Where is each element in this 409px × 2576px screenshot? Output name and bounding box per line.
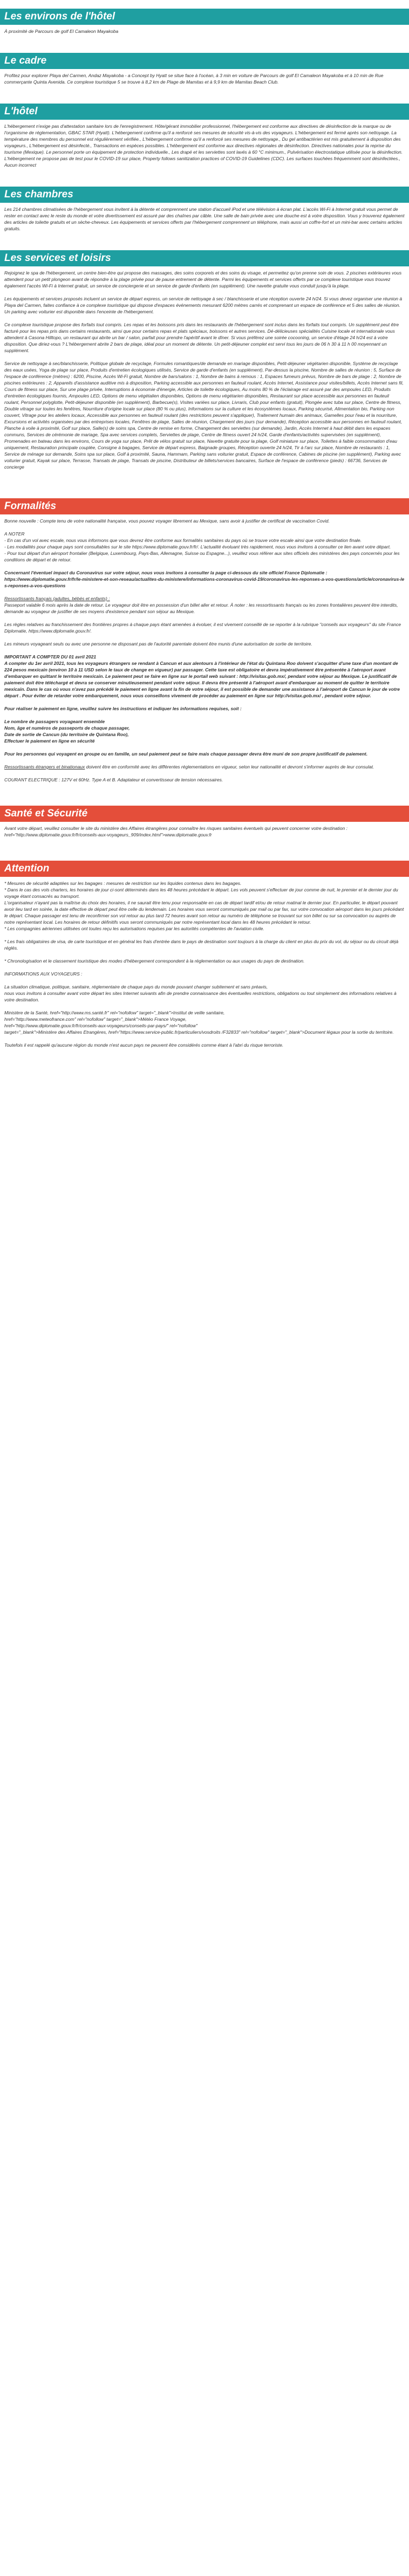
section-title-sante: Santé et Sécurité	[0, 806, 409, 822]
sante-text: Avant votre départ, veuillez consulter le site du ministère des Affaires étrangères pour connaître les risques sanitaires éventuels qui peuvent concerner votre destination : href="http://www.diplomatie.gouv.fr/fr/conseils-aux-voyageurs_909/index.html">www.diplomatie.gouv.fr	[4, 826, 347, 837]
formalites-note: - En cas d'un vol avec escale, nous vous informons que vous devrez être conforme aux formalités sanitaires du pays où se trouve votre escale ainsi que votre destination finale. - Les modalités pour chaque pays sont consultables sur le site https://www.diplomatie.gouv.fr/fr/. L'actualité évoluant très rapidement, nous vous invitons à consulter ce lien avant votre départ. - Pour tout départ d'un aéroport frontalier (Belgique, Luxembourg, Pays-Bas, Allemagne, Suisse ou Espagne...), veuillez vous référer aux sites officiels des ministères des pays concernés pour les conditions de départ et de retour.	[4, 538, 400, 562]
services-paragraph: Ce complexe touristique propose des forfaits tout compris. Les repas et les boissons pris dans les restaurants de l'hébergement sont inclus dans les forfaits tout compris. Un supplément peut être facturé pour les repas pris dans certains restaurants, ainsi que pour certains repas et plats spéciaux, boissons et autres services. Dé-délicieuses spécialités Cuisine locale et internationale vous attendent à Casona Hilltopo, un restaurant qui abrite un bar / salon, parfait pour prendre l'apéritif avant le dîner. Si vous préférez une soirée cocooning, un service d'étage 24 h/24 est à votre disposition. Que diriez-vous ? L'hébergement abrite 2 bars de plage, idéal pour un moment de détente. Un petit-déjeuner complet est servi tous les jours de 06 h 30 à 11 h 00 moyennant un supplément.	[4, 322, 399, 353]
formalites-important-text: A compter du 1er avril 2021, tous les voyageurs étrangers se rendant à Cancun et aux alentours à l'intérieur de l'état du Quintana Roo doivent s'acquitter d'une taxe d'un montant de 224 pesos mexicain (environ 10 à 11 USD selon le taux de change en vigueur) par passager. Cette taxe est obligatoire et devra impérativement être présentée à l'aéroport avant d'embarquer en quittant le territoire mexicain. Le paiement peut se faire en ligne sur le portail web suivant : http://visitax.gob.mx/, pendant votre séjour au Mexique. Le justificatif de paiement doit être téléchargé et devra se conserver minutieusement pendant votre séjour. Il devra être présenté à l'aéroport avant d'embarquer au moment de quitter le territoire mexicain. Dans le cas où vous n'avez pas précédé le paiement en ligne avant la fin de votre séjour, il est possible de demander une assistance à l'aéroport de Cancun le jour de votre départ . Pour éviter de retarder votre embarquement, nous vous conseillons vivement de procéder au paiement en ligne sur http://visitax.gob.mx/ , pendant votre séjour.	[4, 661, 400, 698]
formalites-note-label: A NOTER	[4, 531, 25, 537]
section-body-chambres	[0, 203, 409, 244]
formalites-french-text: Passeport valable 6 mois après la date de retour. Le voyageur doit être en possession d'un billet aller et retour. À noter : les ressortissants français ou les zones frontalières peuvent être interdits, demande au voyageur de justifier de ses moyens d'existence pendant son séjour au Mexique.	[4, 602, 398, 614]
formalites-borders: Les règles relatives au franchissement des frontières propres à chaque pays étant amenées à évoluer, il est vivement conseillé de se reporter à la rubrique "conseils aux voyageurs" du site France Diplomatie, https://www.diplomatie.gouv.fr/.	[4, 622, 401, 634]
section-title-environs: Les environs de l'hôtel	[0, 9, 409, 25]
section-body-environs	[0, 25, 409, 46]
section-body-sante	[0, 822, 409, 850]
environs-text: À proximité de Parcours de golf El Camaleon Mayakoba	[4, 29, 119, 34]
services-paragraph: Rejoignez le spa de l'hébergement, un centre bien-être qui propose des massages, des soins corporels et des soins du visage, et permettez qu'on prenne soin de vous. 2 piscines extérieures vous attendent pour un petit plongeon avant de répondre à la plage privée pour de pause entrement de détente. Parmi les équipements et services offerts par ce complexe touristique vous trouvez également l'accès Wi-Fi à Internet gratuit, un service de conciergerie et un service de garde d'enfants (en supplément). Une navette gratuite vous conduit jusqu'à la plage.	[4, 270, 402, 288]
section-body-formalites	[0, 514, 409, 795]
section-title-cadre: Le cadre	[0, 53, 409, 69]
chambres-text: Les 214 chambres climatisées de l'hébergement vous invitent à la détente et comprennent une station d'accueil iPod et une télévision à écran plat. L'accès Wi-Fi à Internet gratuit vous permet de rester en contact avec le reste du monde et votre divertissement est assuré par des chaînes par câble. Une salle de bain privée avec une douche est à votre disposition. Vous y trouverez également des articles de toilette gratuits et un sèche-cheveux. Les équipements et services offerts par l'hébergement comprennent un téléphone, mais aussi un coffre-fort et un mini-bar avec certains articles gratuits.	[4, 207, 405, 231]
section-title-hotel: L'hôtel	[0, 104, 409, 120]
hotel-text: L'hébergement n'exige pas d'attestation sanitaire lors de l'enregistrement. Hôte/gérant immobilier professionnel, l'hébergement est conforme aux directives de désinfection de la marque ou de l'organisme de réglementation, GBAC STAR (Hyatt). L'hébergement confirme qu'il a renforcé ses mesures de sécurité vis-à-vis des voyageurs. L'hébergement est fermé après son nettoyage. La température des membres du personnel est régulièrement vérifiée., L'hébergement confirme qu'il a renforcé ses mesures de nettoyage., Du gel antibactérien est mis gratuitement à disposition des voyageurs., L'hébergement est désinfecté., Transactions en espèces possibles. L'hébergement est conforme aux directives régionales de désinfection. Directives nationales pour la reprise du tourisme (Mexique). Le personnel porte un équipement de protection individuelle., Les drapé et les serviettes sont lavés à 60 °C minimum., Pulvérisation électrostatique utilisée pour la désinfection. L'hébergement ne propose pas de test pour le COVID-19 sur place, Property follows sanitization practices of COVID-19 Guidelines (CDC). Les surfaces touchées fréquemment sont désinfectées., Aucun incorrect	[4, 123, 403, 168]
section-title-services: Les services et loisirs	[0, 250, 409, 266]
formalites-foreign-label: Ressortissants étrangers et binationaux	[4, 764, 85, 770]
formalites-covid-link[interactable]: https://www.diplomatie.gouv.fr/fr/le-ministere-et-son-reseau/actualites-du-ministere/informations-coronavirus-covid-19/coronavirus-les-reponses-a-vos-questions/article/coronavirus-les-reponses-a-vos-questions	[4, 576, 405, 588]
attention-paragraph: La situation climatique, politique, sanitaire, réglementaire de chaque pays du monde pouvant changer subitement et sans préavis, nous vous invitons à consulter avant votre départ les sites Internet suivants afin de prendre connaissance des éventuelles restrictions, obligations ou tout simplement des informations relatives à votre destination.	[4, 984, 397, 1002]
section-title-formalites: Formalités	[0, 498, 409, 514]
attention-paragraph: * Mesures de sécurité adaptées sur les bagages : mesures de restriction sur les liquides contenus dans les bagages. * Dans le cas des vols charters, les horaires de jour ci-sont déterminés dans les 48 heures précédant le départ. Les vols peuvent s'effectuer de jour comme de nuit, le premier et le dernier jour du voyage étant consacrés au transport. L'organisateur n'ayant pas la maîtrise du choix des horaires, il ne saurait être tenu pour responsable en cas de départ tardif et/ou de retour matinal le dernier jour. En particulier, le départ pouvant avoir lieu tard en soirée, la date effective de départ peut être celle du lendemain. Les horaires vous seront communiqués par mail ou par fax, sur votre convocation aéroport dans les jours précédant le départ. Chaque passager est tenu de reconfirmer son vol retour au plus tard 72 heures avant son retour au numéro de téléphone se trouvant sur son billet ou sur sa convocation ou auprès de notre représentant local. Les horaires de retour définitifs vous seront communiqués par notre représentant local dans les 48 heures précédant le retour. * Les compagnies aériennes utilisées ont toutes reçu les autorisations requises par les autorités compétentes de l'aviation civile.	[4, 881, 404, 931]
attention-paragraph: * Chronologisation et le classement touristique des modes d'hébergement correspondent à la réglementation ou aux usages du pays de destination.	[4, 958, 305, 964]
attention-paragraph: Toutefois il est rappelé qu'aucune région du monde n'est aucun pays ne peuvent être considérés comme étant à l'abri du risque terroriste.	[4, 1042, 284, 1048]
formalites-payment-intro: Pour réaliser le paiement en ligne, veuillez suivre les instructions et indiquer les informations requises, soit :	[4, 706, 242, 711]
formalites-important-title: IMPORTANT A COMPTER DU 01 avril 2021	[4, 654, 97, 660]
formalites-minors: Les mineurs voyageant seuls ou avec une personne ne disposant pas de l'autorité parentale doivent être munis d'une autorisation de sortie de territoire.	[4, 641, 312, 647]
section-body-services	[0, 266, 409, 482]
formalites-foreign-text: doivent être en conformité avec les différentes réglementations en vigueur, selon leur nationalité et devront s'informer auprès de leur consulat.	[85, 764, 374, 770]
attention-paragraph: Ministère de la Santé, href="http://www.ms.santé.fr" rel="nofollow" target="_blank">Institut de veille sanitaire, href="http://www.meteofrance.com" rel="nofollow" target="_blank">Météo France Voyage, href="http://www.diplomatie.gouv.fr/fr/conseils-aux-voyageurs/conseils-par-pays/" rel="nofollow" target="_blank">Ministère des Affaires Etrangères, href="https://www.service-public.fr/particuliers/vosdroits /F32833" rel="nofollow" target="_blank">Document légaux pour la sortie du territoire.	[4, 1010, 394, 1035]
formalites-payment-list: Le nombre de passagers voyageant ensemble Nom, âge et numéros de passeports de chaque passager, Date de sortie de Cancun (du territoire de Quintana Roo), Effectuer le paiement en ligne en sécurité	[4, 719, 130, 744]
services-paragraph: Les équipements et services proposés incluent un service de départ express, un service de nettoyage à sec / blanchisserie et une réception ouverte 24 h/24. Si vous devez organiser une réunion à Playa del Carmen, faites confiance à ce complexe touristique qui dispose d'espaces événements mesurant 6200 mètres carrés et comprenant un espace de conférence et 5 des salles de réunion. Un parking avec voiturier est disponible dans l'enceinte de l'hébergement.	[4, 296, 403, 314]
formalites-electric: COURANT ELECTRIQUE : 127V et 60Hz. Type A et B. Adaptateur et convertisseur de tension nécessaires.	[4, 777, 223, 782]
section-title-attention: Attention	[0, 861, 409, 877]
cadre-text: Profitez pour explorer Playa del Carmen, Andaz Mayakoba - a Concept by Hyatt se situe face à l'océan, à 3 min en voiture de Parcours de golf El Camaleon Mayakoba et à 10 min de Rue commerçante Quinta Avenida. Ce complexe touristique 5 se trouve à 8,2 km de Plage de Mamitas et à 9,9 km de Mamitas Beach Club.	[4, 73, 384, 85]
section-body-hotel	[0, 120, 409, 180]
section-title-chambres: Les chambres	[0, 187, 409, 203]
attention-paragraph: INFORMATIONS AUX VOYAGEURS :	[4, 971, 83, 977]
formalites-french-label: Ressortissants français (adultes, bébés et enfants) :	[4, 596, 110, 601]
formalites-covid-label: Concernant l'éventuel impact du Coronavirus sur votre séjour, nous vous invitons à consulter la page ci-dessous du site officiel France Diplomatie :	[4, 570, 328, 575]
section-body-cadre	[0, 69, 409, 97]
formalites-nationality: Bonne nouvelle : Compte tenu de votre nationalité française, vous pouvez voyager librement au Mexique, sans avoir à justifier de certificat de vaccination Covid.	[4, 518, 330, 524]
section-body-attention	[0, 877, 409, 1060]
formalites-group: Pour les personnes qui voyagent en groupe ou en famille, un seul paiement peut se faire mais chaque passager devra être muni de son propre justificatif de paiement.	[4, 751, 368, 757]
formalites-foreign	[4, 764, 405, 770]
services-paragraph: Service de nettoyage à sec/blanchisserie, Politique globale de recyclage, Formules romantiques/de demande en mariage disponibles, Petit-déjeuner végétarien disponible, Système de recyclage des eaux usées, Yoga de plage sur place, Produits d'entretien écologiques utilisés, Service de garde d'enfants (en supplément), Par-dessus la piscine, Nombre de salles de réunion : 5, Surface de l'espace de conférence (mètres) : 6200, Piscine, Accès Wi-Fi gratuit, Nombre de bars/salons : 1, Nombre de bains à remous : 1, Espaces fumeurs prévus, Nombre de bars de plage : 2, Nombre de piscines extérieures : 2, Appareils d'assistance auditive mis à disposition, Parking accessible aux personnes en fauteuil roulant, Accès Internet, Assistance pour visites/billets, Accès Internet sans fil, Cours de fitness sur place, Sur une plage privée, Interruptions à économie d'énergie, Articles de toilette écologiques, Au moins 80 % de l'éclairage est assuré par des ampoules LED, Produits d'entretien écologiques fournis, Ampoules LED, Options de menu végétalien disponibles, Options de menu végétarien disponibles, Restaurant sur place accessible aux personnes en fauteuil roulant, Personnel polyglotte, Petit-déjeuner disponible (en supplément), Barbecue(s), Visites variées sur place, Livraris, Club pour enfants (gratuit), Plongée avec tuba sur place, Centre de fitness, Double vitrage sur toutes les fenêtres, Nourriture d'origine locale sur place (80 % ou plus), Informations sur la culture et les écosystèmes locaux, Parking sécurisé, Alimentation bio, Parking non couvert, Vitrage pour les ateliers locaux, Accessible aux personnes en fauteuil roulant (des restrictions peuvent s'appliquer), Traitement humain des animaux, Gamelles pour l'eau et la nourriture, Excursions et activités organisées par des entreprises locales, Fenêtres de plage, Salles de réunion, Chargement des jours (sur demande), Réception accessible aux personnes en fauteuil roulant, Planche à voile à proximité, Golf sur place, Salle(s) de soins spa, Centre de remise en forme, Changement des serviettes (sur demande), Jardin, Accès Internet à haut débit dans les espaces communs, Services de cérémonie de mariage, Spa avec services complets, Serviettes de plage, Centre de fitness ouvert 24 h/24, Garde d'enfants/activités supervisées (en supplément), Promenades en bateau dans les environs, Cours de yoga sur place, Prêt de vélos gratuit sur place, Navette gratuite pour la plage, Golf miniature sur place, Toilettes à faible consommation d'eau uniquement, Restauration principale couplée, Consigne à bagages, Service de départ express, Baignade groupes, Réception ouverte 24 h/24, Tir à l'arc sur place, Nombre de restaurants : 1, Service de ménage sur demande, Soins spa sur place, Golf à proximité, Sauna, Hammam, Parking sans voiturier gratuit, Espace de conférence, Cabines de piscine (en supplément), Parking avec voiturier gratuit, Kayak sur place, Terrasse, Transats de plage, Transats de piscine, Distributeur de billets/services bancaires, Surface de l'espace de conférence (pieds) : 66736, Services de concierge	[4, 361, 404, 470]
attention-paragraph: * Les frais obligatoires de visa, de carte touristique et en général les frais d'entrée dans le pays de destination sont toujours à la charge du client en plus du prix du vol, du séjour ou du circuit déjà réglés.	[4, 939, 399, 951]
